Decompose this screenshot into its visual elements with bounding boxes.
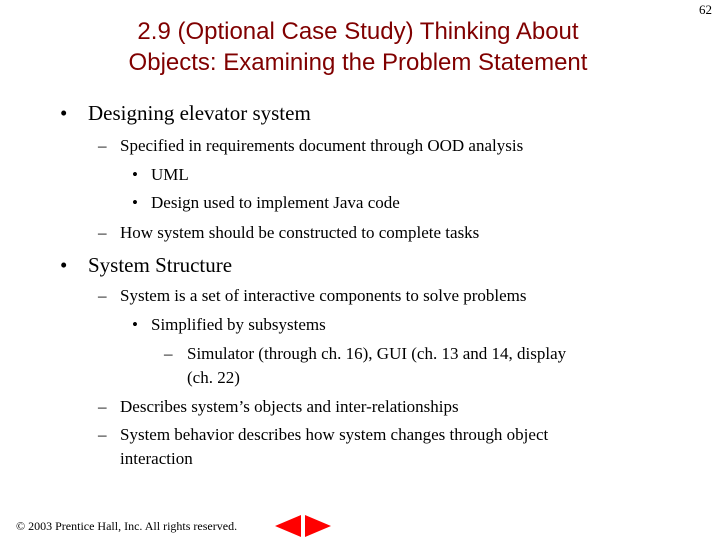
bullet-marker: • (132, 193, 138, 212)
left-arrow-icon (275, 515, 301, 537)
slide-title-line-1: 2.9 (Optional Case Study) Thinking About (137, 18, 579, 45)
dash-marker: – (164, 344, 173, 363)
slide-title-line-2: Objects: Examining the Problem Statement (128, 49, 588, 76)
level4-simulator-line-1: Simulator (through ch. 16), GUI (ch. 13 and 14, display (187, 344, 567, 363)
subbullet-interactive: System is a set of interactive components to solve problems (120, 286, 527, 305)
subsubbullet-simplified: Simplified by subsystems (151, 315, 326, 334)
bullet-marker: • (60, 253, 68, 277)
dash-marker: – (98, 286, 107, 305)
next-slide-button[interactable] (305, 515, 331, 537)
previous-slide-button[interactable] (275, 515, 301, 537)
copyright-footer: © 2003 Prentice Hall, Inc. All rights reserved. (16, 519, 238, 533)
bullet-marker: • (60, 101, 68, 125)
bullet-marker: • (132, 315, 138, 334)
dash-marker: – (98, 425, 107, 444)
subbullet-behavior-line-1: System behavior describes how system changes through object (120, 425, 549, 444)
dash-marker: – (98, 223, 107, 242)
subbullet-spec: Specified in requirements document through OOD analysis (120, 136, 524, 155)
subbullet-how: How system should be constructed to complete tasks (120, 223, 480, 242)
bullet-marker: • (132, 165, 138, 184)
bullet-structure-text: System Structure (88, 253, 233, 277)
page-number: 62 (699, 2, 712, 17)
subsubbullet-design: Design used to implement Java code (151, 193, 400, 212)
subbullet-behavior-line-2: interaction (120, 449, 193, 468)
level4-simulator-line-2: (ch. 22) (187, 368, 240, 387)
subbullet-describes: Describes system’s objects and inter-relationships (120, 397, 459, 416)
right-arrow-icon (305, 515, 331, 537)
dash-marker: – (98, 397, 107, 416)
dash-marker: – (98, 136, 107, 155)
bullet-elevator-text: Designing elevator system (88, 101, 311, 125)
subsubbullet-uml: UML (151, 165, 189, 184)
